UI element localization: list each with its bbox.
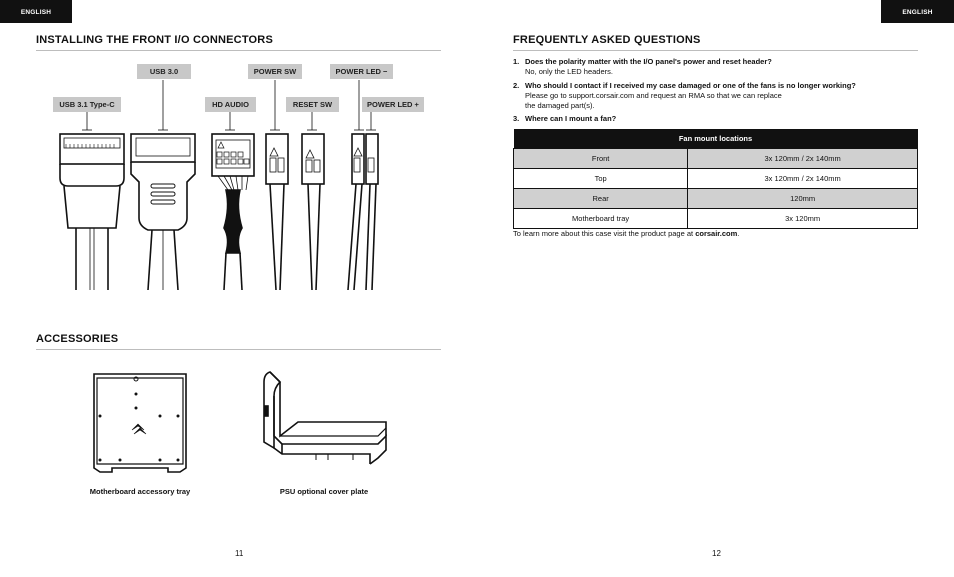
- label-usb31: USB 3.1 Type-C: [53, 97, 121, 112]
- table-row: [514, 149, 918, 169]
- faq-question: Where can I mount a fan?: [525, 114, 617, 123]
- section-title-faq: FREQUENTLY ASKED QUESTIONS: [513, 34, 701, 46]
- label-usb30: USB 3.0: [137, 64, 191, 79]
- table-cell-size: 3x 120mm / 2x 140mm: [688, 149, 918, 169]
- learn-more-text: [513, 229, 739, 238]
- section-divider: [36, 349, 441, 350]
- faq-question: Does the polarity matter with the I/O panel's power and reset header?: [525, 57, 772, 66]
- table-header: Fan mount locations: [514, 129, 918, 149]
- section-title-accessories: ACCESSORIES: [36, 333, 119, 345]
- table-row: [514, 169, 918, 189]
- corsair-link[interactable]: corsair.com: [695, 229, 738, 238]
- label-hd-audio: HD AUDIO: [205, 97, 256, 112]
- faq-answer: Please go to support.corsair.com and request an RMA so that we can replace: [525, 91, 782, 100]
- table-cell-location: Top: [514, 169, 688, 189]
- table-row: [514, 209, 918, 229]
- caption-psu-cover: PSU optional cover plate: [279, 487, 369, 496]
- language-tab-left: ENGLISH: [0, 0, 72, 23]
- label-power-led-plus: POWER LED +: [362, 97, 424, 112]
- table-cell-location: Motherboard tray: [514, 209, 688, 229]
- faq-answer: No, only the LED headers.: [525, 67, 613, 76]
- faq-question: Who should I contact if I received my case damaged or one of the fans is no longer working?: [525, 81, 856, 90]
- connector-illustration: [30, 78, 450, 298]
- table-cell-location: Front: [514, 149, 688, 169]
- faq-answer: the damaged part(s).: [525, 101, 595, 110]
- label-power-led-minus: POWER LED −: [330, 64, 393, 79]
- section-divider: [36, 50, 441, 51]
- faq-number: 2.: [513, 81, 520, 90]
- motherboard-tray-illustration: [88, 368, 192, 478]
- label-power-sw: POWER SW: [248, 64, 302, 79]
- section-divider: [513, 50, 918, 51]
- table-cell-size: 120mm: [688, 189, 918, 209]
- language-tab-right: ENGLISH: [881, 0, 954, 23]
- psu-cover-illustration: [258, 366, 388, 466]
- section-title-front-io: INSTALLING THE FRONT I/O CONNECTORS: [36, 34, 273, 46]
- faq-number: 3.: [513, 114, 520, 123]
- table-cell-size: 3x 120mm: [688, 209, 918, 229]
- learn-more-prefix: To learn more about this case visit the product page at: [513, 229, 696, 238]
- page-number-left: 11: [235, 549, 244, 558]
- label-reset-sw: RESET SW: [286, 97, 339, 112]
- faq-number: 1.: [513, 57, 520, 66]
- table-row: [514, 189, 918, 209]
- page-number-right: 12: [712, 549, 721, 558]
- faq-item-3: [513, 114, 913, 124]
- fan-mount-table: [513, 129, 918, 229]
- table-cell-location: Rear: [514, 189, 688, 209]
- table-cell-size: 3x 120mm / 2x 140mm: [688, 169, 918, 189]
- faq-item-2: [513, 81, 913, 111]
- caption-motherboard-tray: Motherboard accessory tray: [89, 487, 191, 496]
- faq-item-1: [513, 57, 913, 77]
- learn-more-suffix: .: [737, 229, 740, 238]
